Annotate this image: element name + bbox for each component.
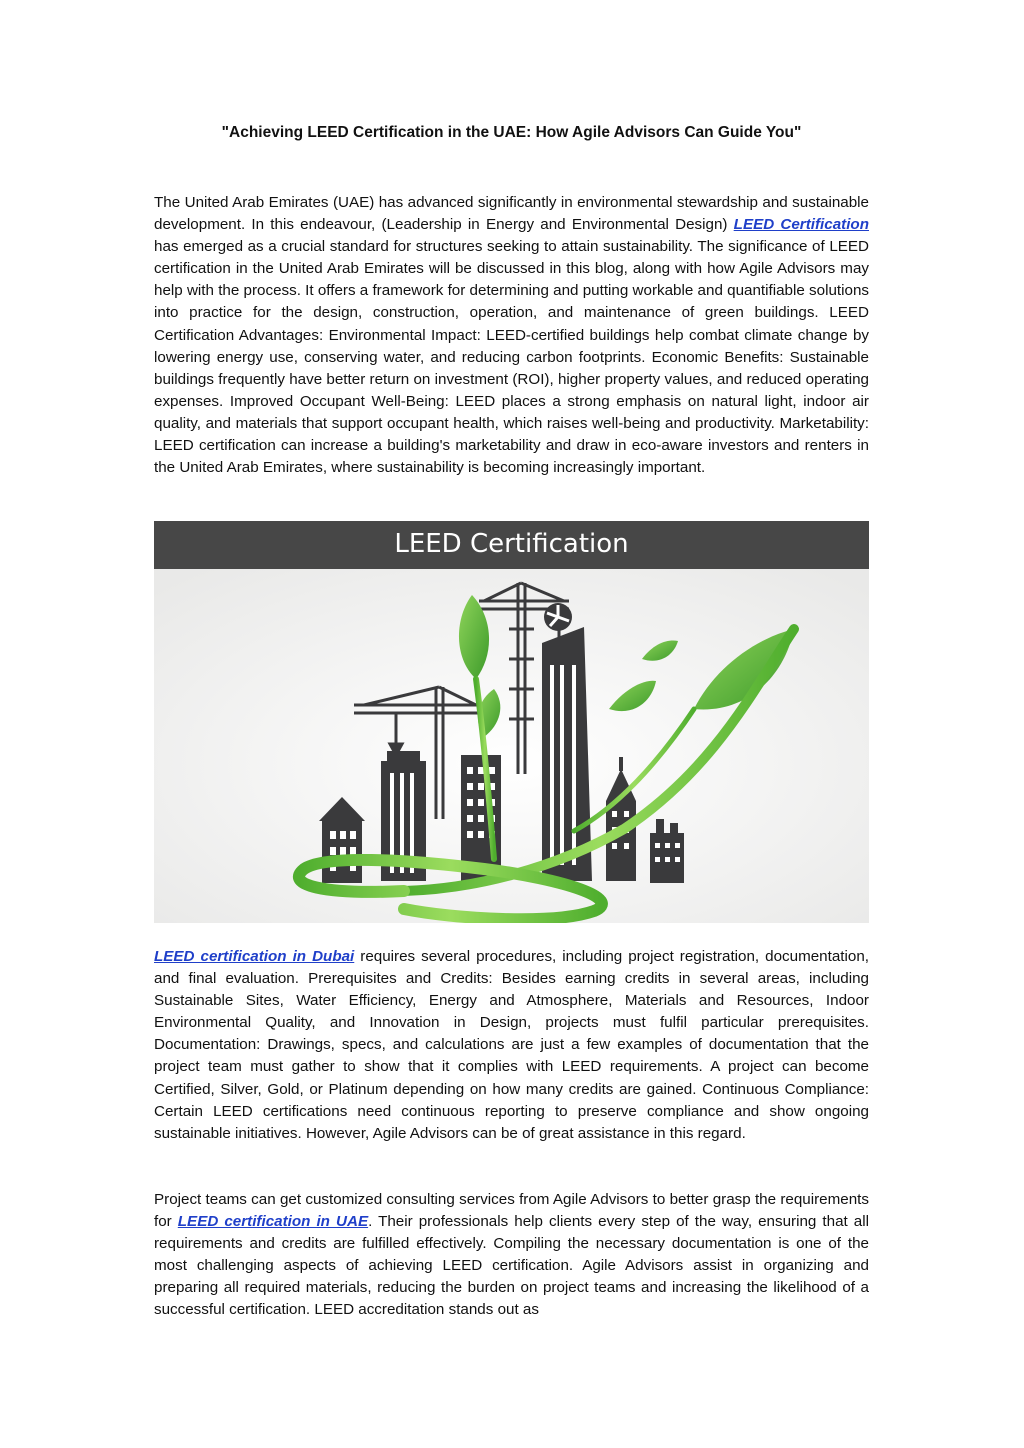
- paragraph-process: [154, 946, 869, 1145]
- image-banner: [154, 521, 869, 569]
- paragraph-agile-text-start: Project teams can get customized consulting services from Agile Advisors to better grasp the requirements for: [154, 1191, 869, 1231]
- paragraph-agile-advisors: [154, 1189, 869, 1322]
- document-title: "Achieving LEED Certification in the UAE: How Agile Advisors Can Guide You": [221, 124, 802, 141]
- paragraph-process-text-end: requires several procedures, including project registration, documentation, and final evaluation. Prerequisites and Credits: Besides earning credits in several areas, including Sustainable Sites, Water Efficiency, Energy and Atmosphere, Materials and Resources, Indoor Environmental Quality, and Innovation in Design, projects must fulfil particular prerequisites. Documentation: Drawings, specs, and calculations are just a few examples of documentation that the project team must gather to show that it complies with LEED requirements. A project can become Certified, Silver, Gold, or Platinum depending on how many credits are gained. Continuous Compliance: Certain LEED certifications need continuous reporting to preserve compliance and show ongoing sustainable initiatives. However, Agile Advisors can be of great assistance in this regard.: [154, 948, 869, 1142]
- paragraph-agile-text-end: . Their professionals help clients every step of the way, ensuring that all requirements and credits are fulfilled effectively. Compiling the necessary documentation is one of the most challenging aspects of achieving LEED certification. Agile Advisors assist in organizing and preparing all required materials, reducing the burden on project teams and increasing the likelihood of a successful certification. LEED accreditation stands out as: [154, 1213, 869, 1319]
- leed-certification-link[interactable]: LEED Certification: [733, 216, 869, 234]
- paragraph-intro-text-end: has emerged as a crucial standard for structures seeking to attain sustainability. The significance of LEED certification in the United Arab Emirates will be discussed in this blog, along with how Agile Advisors may help with the process. It offers a framework for determining and putting workable and quantifiable solutions into practice for the design, construction, operation, and maintenance of green buildings. LEED Certification Advantages: Environmental Impact: LEED-certified buildings help combat climate change by lowering energy use, conserving water, and reducing carbon footprints. Economic Benefits: Sustainable buildings frequently have better return on investment (ROI), higher property values, and reduced operating expenses. Improved Occupant Well-Being: LEED places a strong emphasis on natural light, indoor air quality, and materials that support occupant health, which raises well-being and productivity. Marketability: LEED certification can increase a building's marketability and draw in eco-aware investors and renters in the United Arab Emirates, where sustainability is becoming increasingly important.: [154, 238, 869, 477]
- leed-certification-image: [154, 521, 869, 923]
- paragraph-intro-text-start: The United Arab Emirates (UAE) has advanced significantly in environmental stewardship and sustainable development. In this endeavour, (Leadership in Energy and Environmental Design): [154, 194, 869, 234]
- image-banner-title: LEED Certification: [394, 529, 629, 559]
- paragraph-intro: [154, 192, 869, 479]
- leed-certification-dubai-link[interactable]: LEED certification in Dubai: [154, 948, 355, 965]
- green-city-illustration: [154, 569, 869, 923]
- leed-certification-uae-link[interactable]: LEED certification in UAE: [177, 1213, 369, 1231]
- wind-fan-icon: [544, 603, 572, 631]
